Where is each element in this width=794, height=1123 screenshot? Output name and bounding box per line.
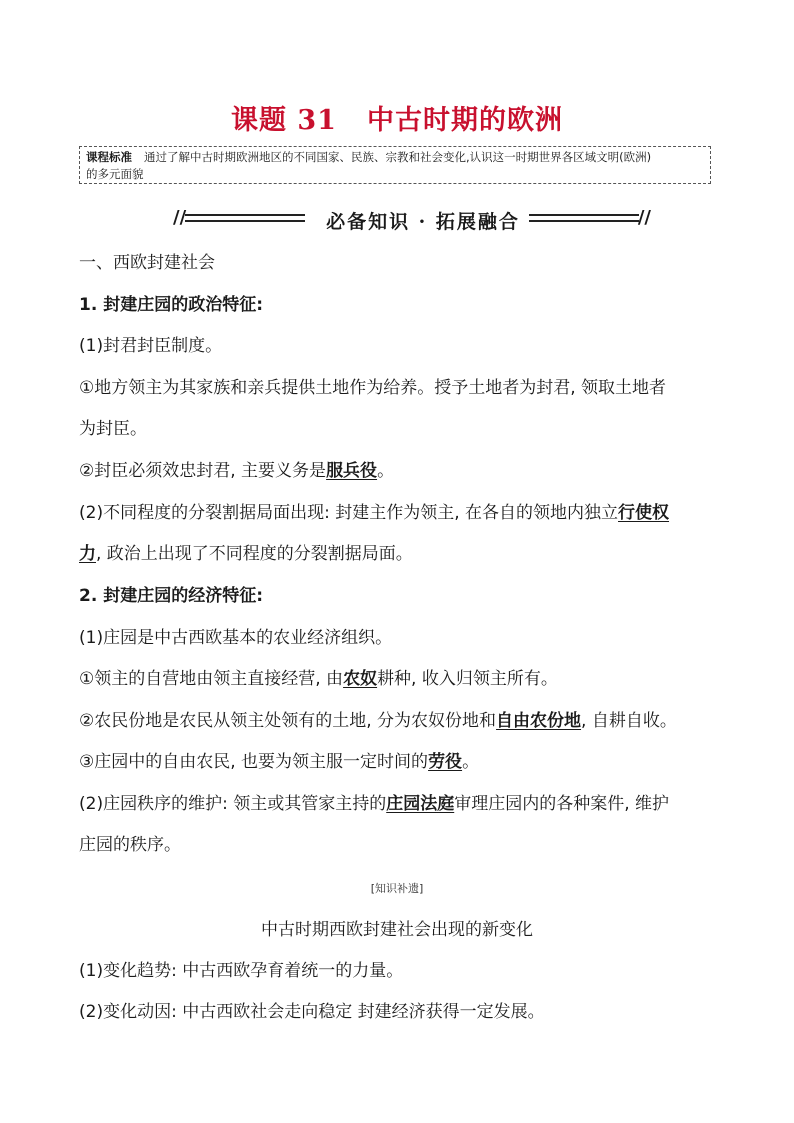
section-banner	[173, 207, 651, 231]
paragraph: 力, 政治上出现了不同程度的分裂割据局面。	[79, 544, 413, 564]
key-term: 庄园法庭	[386, 794, 455, 814]
paragraph: 为封臣。	[79, 419, 147, 439]
title-lesson-number: 课题 31	[231, 105, 337, 136]
paragraph: (2)庄园秩序的维护: 领主或其管家主持的庄园法庭审理庄园内的各种案件, 维护	[79, 794, 670, 814]
paragraph: 庄园的秩序。	[79, 835, 181, 855]
curriculum-standard-box	[79, 146, 711, 184]
banner-right-slashes: //	[637, 207, 651, 228]
section-heading: 一、西欧封建社会	[79, 253, 215, 273]
paragraph: (2)变化动因: 中古西欧社会走向稳定 封建经济获得一定发展。	[79, 1002, 545, 1022]
banner-text: 必备知识 · 拓展融合	[326, 211, 520, 233]
paragraph: (1)庄园是中古西欧基本的农业经济组织。	[79, 628, 393, 648]
supplement-heading: 中古时期西欧封建社会出现的新变化	[261, 920, 533, 940]
title-topic: 中古时期的欧洲	[366, 105, 563, 136]
page-title	[0, 98, 794, 137]
paragraph: ①地方领主为其家族和亲兵提供土地作为给养。授予土地者为封君, 领取土地者	[79, 378, 667, 398]
subheading-economic: 2. 封建庄园的经济特征:	[79, 586, 264, 606]
key-term: 力	[79, 544, 96, 564]
key-term: 农奴	[343, 669, 378, 689]
banner-left-slashes: //	[173, 207, 187, 228]
paragraph: ③庄园中的自由农民, 也要为领主服一定时间的劳役。	[79, 752, 480, 772]
paragraph: ①领主的自营地由领主直接经营, 由农奴耕种, 收入归领主所有。	[79, 669, 558, 689]
curriculum-standard-text: 通过了解中古时期欧洲地区的不同国家、民族、宗教和社会变化,认识这一时期世界各区域文明(欧洲)	[144, 150, 652, 164]
key-term: 自由农份地	[496, 711, 582, 731]
subheading-political: 1. 封建庄园的政治特征:	[79, 295, 264, 315]
banner-right-rule	[529, 214, 639, 222]
key-term: 劳役	[428, 752, 463, 772]
curriculum-standard-text-cont: 的多元面貌	[86, 167, 144, 181]
paragraph: (2)不同程度的分裂割据局面出现: 封建主作为领主, 在各自的领地内独立行使权	[79, 503, 670, 523]
key-term: 服兵役	[326, 461, 378, 481]
paragraph: (1)封君封臣制度。	[79, 336, 223, 356]
supplement-tag: [知识补遗]	[370, 882, 424, 895]
paragraph: ②封臣必须效忠封君, 主要义务是服兵役。	[79, 461, 395, 481]
paragraph: ②农民份地是农民从领主处领有的土地, 分为农奴份地和自由农份地, 自耕自收。	[79, 711, 677, 731]
curriculum-standard-label: 课程标准	[86, 150, 132, 164]
banner-left-rule	[185, 214, 305, 222]
paragraph: (1)变化趋势: 中古西欧孕育着统一的力量。	[79, 961, 404, 981]
key-term: 行使权	[618, 503, 670, 523]
